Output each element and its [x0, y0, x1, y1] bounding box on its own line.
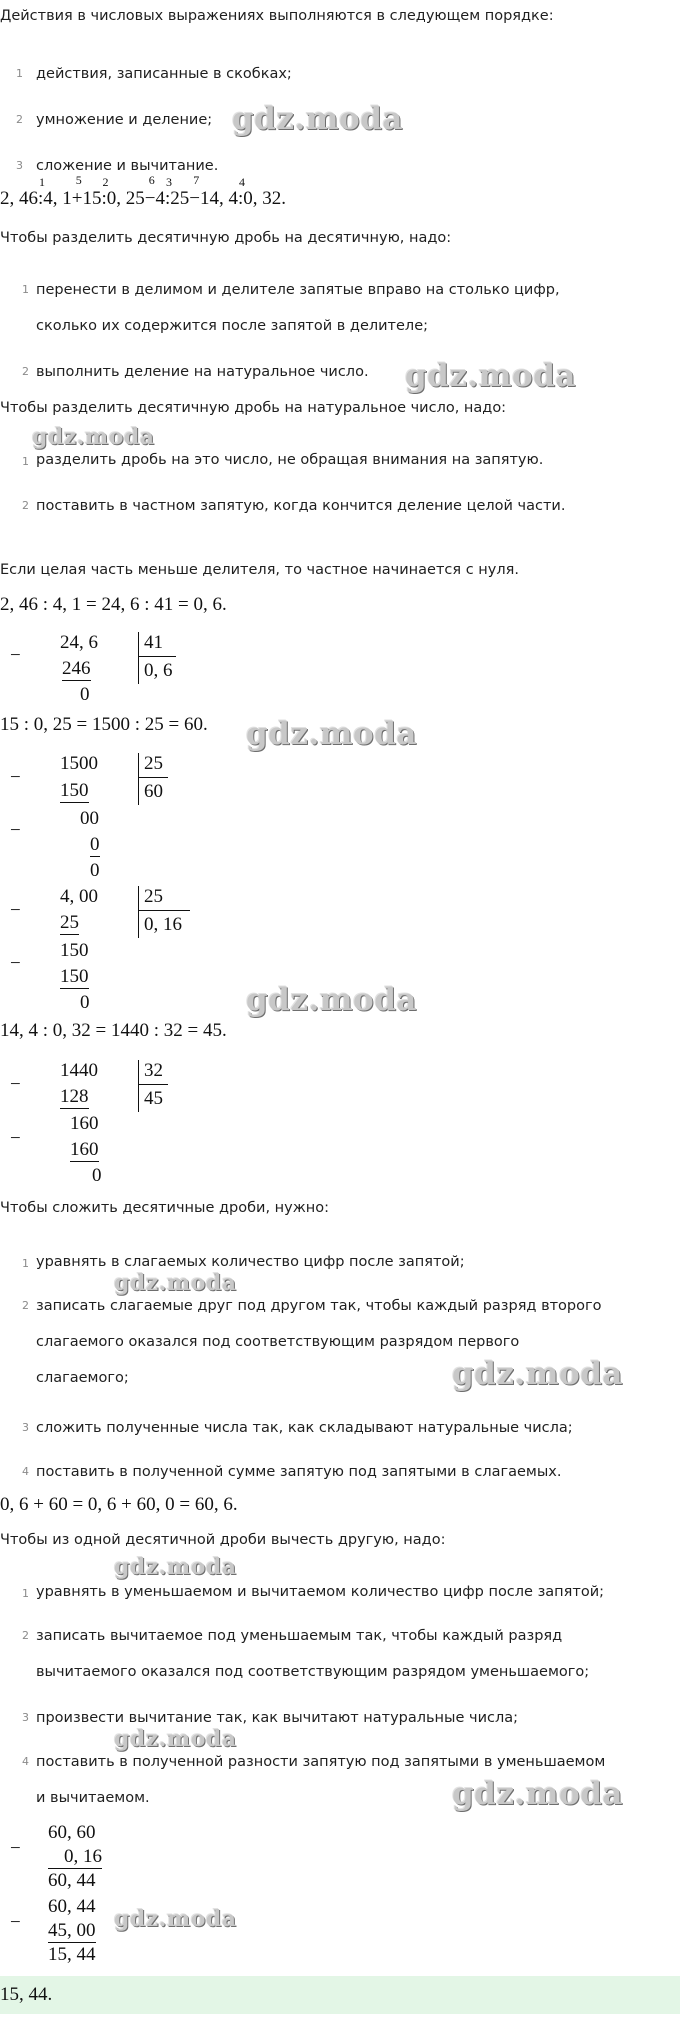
quotient-line: [138, 910, 190, 911]
equation: 14, 4 : 0, 32 = 1440 : 32 = 45.: [0, 1020, 227, 1041]
answer-text: 15, 44.: [0, 1984, 53, 2005]
expr-op: − 6: [144, 173, 156, 209]
list-number: 3: [22, 1711, 29, 1724]
dividend: 24, 6: [60, 632, 98, 653]
step-number: 7: [193, 173, 200, 187]
watermark-logo: gdz.moda: [246, 716, 417, 752]
list-item-continuation: сколько их содержится после запятой в делителе;: [36, 318, 429, 334]
remainder: 0: [80, 992, 90, 1013]
divisor: 41: [144, 632, 163, 653]
list-item: записать слагаемые друг под другом так, чтобы каждый разряд второго: [36, 1298, 602, 1314]
quotient-line: [138, 777, 168, 778]
divisor: 25: [144, 886, 163, 907]
expr-part: 4: [155, 188, 165, 209]
watermark-logo: gdz.moda: [114, 1726, 237, 1752]
watermark-logo: gdz.moda: [114, 1906, 237, 1932]
divisor: 32: [144, 1060, 163, 1081]
quotient: 60: [144, 781, 163, 802]
expr-op: : 4: [238, 175, 245, 209]
section-heading: Чтобы сложить десятичные дроби, нужно:: [0, 1200, 330, 1216]
expr-part: 0, 32.: [243, 188, 287, 209]
remainder: 0: [90, 860, 100, 881]
subtrahend: 25: [60, 912, 79, 933]
answer-box: [0, 1976, 680, 2014]
minus-sign: −: [10, 953, 21, 974]
list-item-continuation: и вычитаемом.: [36, 1790, 150, 1806]
list-item: выполнить деление на натуральное число.: [36, 364, 369, 380]
list-item: разделить дробь на это число, не обращая внимания на запятую.: [36, 452, 544, 468]
list-item: сложение и вычитание.: [36, 158, 219, 174]
remainder: 0: [80, 684, 90, 705]
list-item: сложить полученные числа так, как складывают натуральные числа;: [36, 1420, 573, 1436]
list-item: уравнять в уменьшаемом и вычитаемом количество цифр после запятой;: [36, 1584, 605, 1600]
section-heading: Чтобы разделить десятичную дробь на десятичную, надо:: [0, 230, 452, 246]
division-bar: [138, 632, 139, 684]
quotient: 0, 16: [144, 914, 182, 935]
list-number: 1: [22, 283, 29, 296]
step-number: 3: [166, 175, 172, 189]
expr-part: 2, 46: [0, 188, 38, 209]
minus-sign: −: [10, 767, 21, 788]
list-number: 1: [16, 67, 23, 80]
list-number: 2: [22, 1299, 29, 1312]
list-item-continuation: вычитаемого оказался под соответствующим разрядом уменьшаемого;: [36, 1664, 590, 1680]
watermark-logo: gdz.moda: [452, 1356, 623, 1392]
equation: 2, 46 : 4, 1 = 24, 6 : 41 = 0, 6.: [0, 594, 227, 615]
list-item-continuation: слагаемого;: [36, 1370, 129, 1386]
watermark-logo: gdz.moda: [452, 1776, 623, 1812]
minuend: 60, 44: [48, 1896, 96, 1917]
step-number: 5: [75, 173, 82, 187]
list-item: поставить в частном запятую, когда кончится деление целой части.: [36, 498, 566, 514]
dividend: 1440: [60, 1060, 98, 1081]
section-heading: Чтобы из одной десятичной дроби вычесть другую, надо:: [0, 1532, 446, 1548]
expr-part: 15: [82, 188, 102, 209]
expr-op: + 5: [71, 173, 83, 209]
list-number: 2: [22, 365, 29, 378]
minuend: 60, 60: [48, 1822, 96, 1843]
list-item: поставить в полученной сумме запятую под запятыми в слагаемых.: [36, 1464, 562, 1480]
subtrahend: 0, 16: [48, 1846, 102, 1869]
watermark-logo: gdz.moda: [114, 1554, 237, 1580]
expr-part: 14, 4: [200, 188, 238, 209]
minus-sign: −: [10, 900, 21, 921]
quotient-line: [138, 1084, 168, 1085]
list-item: записать вычитаемое под уменьшаемым так, чтобы каждый разряд: [36, 1628, 563, 1644]
list-item: поставить в полученной разности запятую под запятыми в уменьшаемом: [36, 1754, 606, 1770]
minus-sign: −: [10, 1074, 21, 1095]
section-heading: Чтобы разделить десятичную дробь на натуральное число, надо:: [0, 400, 507, 416]
subtrahend: 246: [62, 658, 91, 679]
list-item: уравнять в слагаемых количество цифр после запятой;: [36, 1254, 465, 1270]
equation: 15 : 0, 25 = 1500 : 25 = 60.: [0, 714, 208, 735]
list-item: перенести в делимом и делителе запятые вправо на столько цифр,: [36, 282, 560, 298]
remainder: 0: [92, 1165, 102, 1186]
difference: 60, 44: [48, 1870, 96, 1891]
expr-op: : 1: [38, 175, 45, 209]
list-item-continuation: слагаемого оказался под соответствующим разрядом первого: [36, 1334, 520, 1350]
list-item: произвести вычитание так, как вычитают натуральные числа;: [36, 1710, 519, 1726]
minus-sign: −: [10, 1838, 21, 1859]
minus-sign: −: [10, 820, 21, 841]
list-number: 2: [16, 113, 23, 126]
watermark-logo: gdz.moda: [32, 424, 155, 450]
step-number: 4: [239, 175, 245, 189]
watermark-logo: gdz.moda: [232, 101, 403, 137]
division-bar: [138, 1060, 139, 1112]
list-number: 1: [22, 455, 29, 468]
division-bar: [138, 753, 139, 805]
list-number: 2: [22, 1629, 29, 1642]
step-number: 1: [39, 175, 45, 189]
expr-op: − 7: [189, 173, 200, 209]
subtrahend: 128: [60, 1086, 89, 1107]
minus-sign: −: [10, 1912, 21, 1933]
step-number: 2: [102, 175, 109, 189]
equation: 0, 6 + 60 = 0, 6 + 60, 0 = 60, 6.: [0, 1494, 238, 1515]
quotient-line: [138, 656, 176, 657]
subtrahend: 150: [60, 780, 89, 801]
list-number: 4: [22, 1465, 29, 1478]
list-item: действия, записанные в скобках;: [36, 66, 292, 82]
list-number: 3: [16, 159, 23, 172]
divisor: 25: [144, 753, 163, 774]
remainder: 160: [70, 1113, 99, 1134]
difference: 15, 44: [48, 1944, 96, 1965]
minus-sign: −: [10, 645, 21, 666]
watermark-logo: gdz.moda: [405, 358, 576, 394]
expr-part: 4, 1: [43, 188, 72, 209]
remainder: 00: [80, 808, 99, 829]
list-number: 1: [22, 1587, 29, 1600]
minus-sign: −: [10, 1128, 21, 1149]
remainder: 150: [60, 940, 89, 961]
dividend: 4, 00: [60, 886, 98, 907]
list-number: 4: [22, 1755, 29, 1768]
expression: [0, 173, 287, 210]
list-number: 1: [22, 1257, 29, 1270]
quotient: 0, 6: [144, 660, 173, 681]
intro-text: Действия в числовых выражениях выполняются в следующем порядке:: [0, 8, 554, 24]
expr-part: 0, 25: [106, 188, 145, 209]
list-item: умножение и деление;: [36, 112, 213, 128]
list-number: 3: [22, 1421, 29, 1434]
quotient: 45: [144, 1088, 163, 1109]
watermark-logo: gdz.moda: [246, 982, 417, 1018]
subtrahend: 45, 00: [48, 1920, 96, 1941]
expr-part: 25: [170, 188, 190, 209]
subtrahend: 160: [70, 1139, 99, 1160]
watermark-logo: gdz.moda: [114, 1270, 237, 1296]
expr-op: : 2: [101, 175, 109, 209]
zero-rule-text: Если целая часть меньше делителя, то частное начинается с нуля.: [0, 562, 519, 578]
step-number: 6: [148, 173, 155, 187]
subtrahend: 150: [60, 966, 89, 987]
division-bar: [138, 886, 139, 938]
subtrahend: 0: [90, 834, 100, 855]
list-number: 2: [22, 499, 29, 512]
expr-op: : 3: [165, 175, 172, 209]
dividend: 1500: [60, 753, 98, 774]
